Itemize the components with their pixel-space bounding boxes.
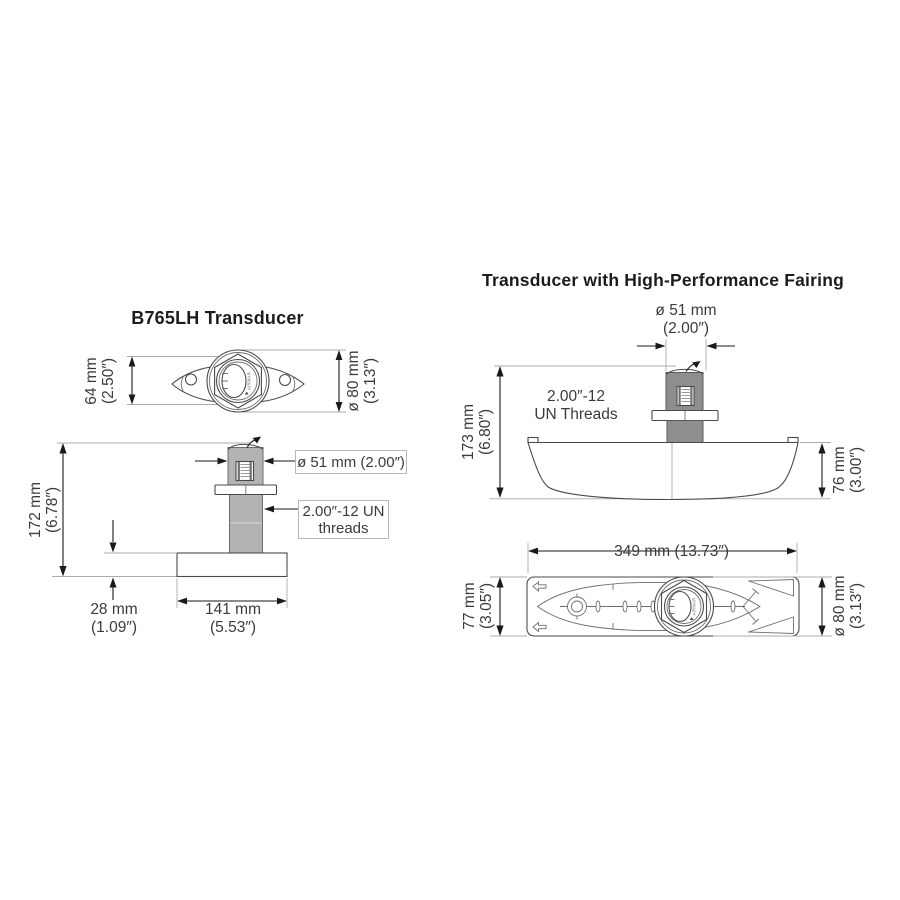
- dim-76mm-lines: [800, 443, 831, 499]
- dim-line1: 28 mm: [90, 601, 138, 618]
- dim-line1: 77 mm: [460, 582, 478, 630]
- threads-label: [298, 500, 389, 539]
- dim-fairing-total-height: [459, 387, 495, 477]
- label-line2: threads: [318, 519, 369, 537]
- dim-fairing-length: [563, 525, 763, 578]
- dim-flange-width: [82, 336, 118, 426]
- transducer-top-view: [127, 350, 346, 412]
- dim-line1: ø 51 mm: [655, 302, 717, 319]
- dim-plate-width: [460, 561, 496, 651]
- dim-line2: (1.09″): [91, 618, 137, 636]
- transducer-housing: [177, 553, 287, 577]
- label-text: ø 51 mm (2.00″): [297, 453, 405, 471]
- dim-line1: 349 mm (13.73″): [614, 542, 730, 560]
- dim-line1: ø 80 mm: [344, 350, 362, 412]
- brand-logo: AIRMAR: [246, 371, 252, 391]
- dim-line1: 76 mm: [830, 446, 848, 494]
- hex-nut-top: [207, 350, 269, 412]
- dim-housing-height: [69, 601, 159, 636]
- fairing-hull: [528, 438, 798, 500]
- dim-line2: (3.05″): [478, 583, 495, 629]
- dim-line1: 141 mm: [205, 601, 261, 618]
- flange-hole-left: [186, 374, 197, 385]
- dim-line2: (3.13″): [848, 583, 865, 629]
- threads-label-right: [530, 388, 622, 423]
- dim-total-height: [26, 465, 62, 555]
- dim-stem-diameter: [641, 302, 731, 337]
- label-line2: UN Threads: [534, 405, 618, 423]
- transducer-side-view: [52, 437, 298, 609]
- dim-line1: ø 80 mm: [830, 575, 848, 637]
- leader-threads: [264, 506, 298, 513]
- dim-line2: (5.53″): [210, 618, 256, 636]
- dim-nut-od: [344, 336, 380, 426]
- label-line1: 2.00″-12 UN: [302, 502, 385, 520]
- dim-line1: 64 mm: [82, 357, 100, 405]
- dim-line2: (3.13″): [362, 358, 379, 404]
- dim-line2: (6.78″): [44, 487, 61, 533]
- dim-housing-width: [188, 601, 278, 636]
- fairing-stem: [652, 361, 718, 443]
- flange-hole-right: [280, 375, 291, 386]
- stem-diameter-label: [295, 450, 407, 474]
- right-diagram-title: Transducer with High-Performance Fairing: [482, 270, 844, 290]
- dim-line1: 172 mm: [26, 482, 44, 538]
- dim-nut-od-bottom: [830, 561, 866, 651]
- transducer-stem: [215, 437, 277, 554]
- dim-line2: (3.00″): [848, 447, 865, 493]
- dim-28mm-lines: [104, 520, 177, 600]
- dim-fairing-height: [830, 425, 866, 515]
- hex-nut-bottom: [655, 577, 714, 636]
- dim-line1: 173 mm: [459, 404, 477, 460]
- brand-logo: AIRMAR: [691, 597, 697, 616]
- dim-line2: (2.50″): [100, 358, 117, 404]
- label-line1: 2.00″-12: [546, 388, 606, 405]
- dim-line2: (6.80″): [477, 409, 494, 455]
- dim-line2: (2.00″): [663, 319, 709, 337]
- left-diagram-title: B765LH Transducer: [131, 308, 304, 328]
